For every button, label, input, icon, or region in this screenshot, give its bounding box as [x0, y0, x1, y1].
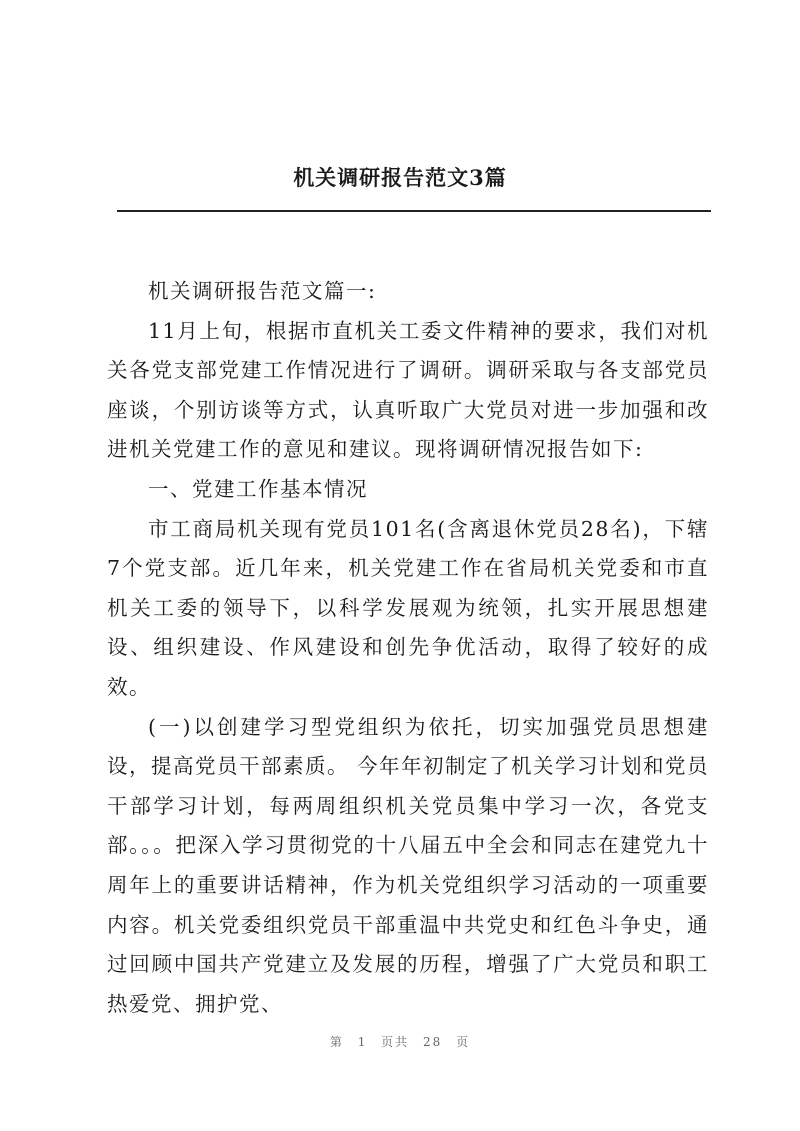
footer-suffix: 页 — [456, 1035, 471, 1049]
paragraph-party-overview: 市工商局机关现有党员101名(含离退休党员28名)，下辖7个党支部。近几年来，机关党建工作在省局机关党委和市直机关工委的领导下，以科学发展观为统领，扎实开展思想建设、组织建设、作风建设和创先争优活动，取得了较好的成效。 — [107, 516, 709, 699]
paragraph-intro: 11月上旬，根据市直机关工委文件精神的要求，我们对机关各党支部党建工作情况进行了调研。调研采取与各支部党员座谈，个别访谈等方式，认真听取广大党员对进一步加强和改进机关党建工作的意见和建议。现将调研情况报告如下: — [107, 318, 709, 462]
document-title: 机关调研报告范文3篇 — [293, 165, 507, 190]
document-body — [107, 272, 709, 1024]
section-heading-1: 一、党建工作基本情况 — [148, 476, 368, 501]
title-divider — [117, 210, 711, 212]
page-footer — [0, 1033, 800, 1050]
footer-prefix: 第 — [329, 1035, 344, 1049]
footer-total-pages: 28 — [423, 1035, 443, 1049]
footer-current-page: 1 — [357, 1035, 368, 1049]
paragraph-heading-1: 机关调研报告范文篇一: — [148, 279, 377, 303]
footer-mid: 页共 — [381, 1035, 410, 1049]
paragraph-learning-org: (一)以创建学习型党组织为依托，切实加强党员思想建设，提高党员干部素质。 今年年初制定了机关学习计划和党员干部学习计划，每两周组织机关党员集中学习一次，各党支部。。。把深入学习贯彻党的十八届五中全会和同志在建党九十周年上的重要讲话精神，作为机关党组织学习活动的一项重要内容。机关党委组织党员干部重温中共党史和红色斗争史，通过回顾中国共产党建立及发展的历程，增强了广大党员和职工热爱党、拥护党、 — [107, 714, 710, 1016]
